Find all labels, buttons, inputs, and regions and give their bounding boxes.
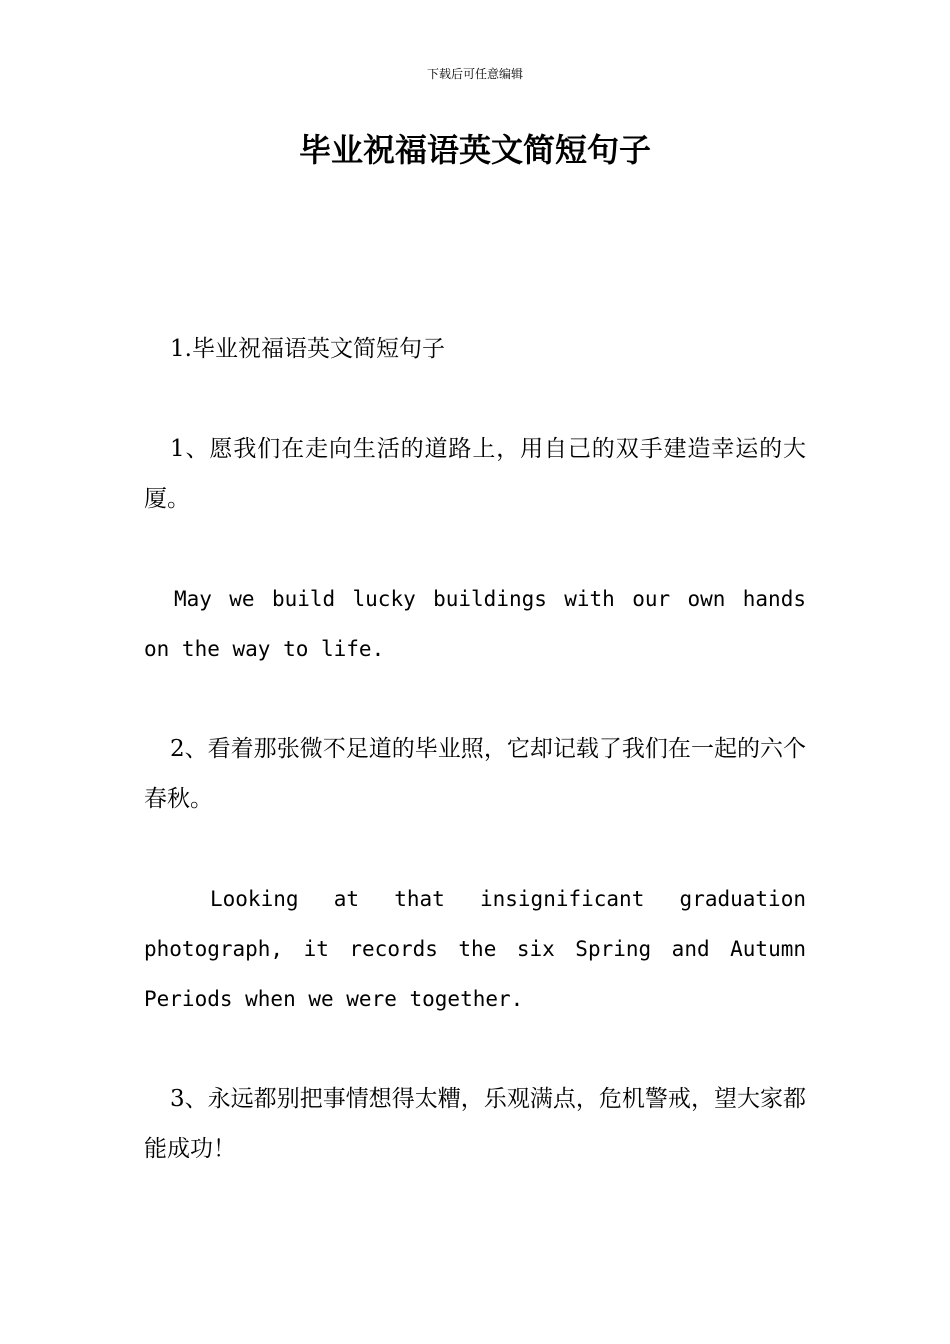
header-note: 下载后可任意编辑 bbox=[426, 67, 523, 81]
paragraph-en-2: Looking at that insignificant graduation photograph, it records the six Spring and Autumn Periods when we were together. bbox=[144, 887, 806, 1011]
paragraph-zh-3: 3、永远都别把事情想得太糟，乐观满点，危机警戒，望大家都能成功！ bbox=[144, 1086, 806, 1162]
document-body bbox=[144, 324, 806, 1224]
paragraph-zh-2: 2、看着那张微不足道的毕业照，它却记载了我们在一起的六个春秋。 bbox=[144, 736, 806, 812]
document-title: 毕业祝福语英文简短句子 bbox=[298, 131, 651, 169]
paragraph-en-1: May we build lucky buildings with our own hands on the way to life. bbox=[144, 587, 806, 661]
paragraph-zh-1: 1、愿我们在走向生活的道路上，用自己的双手建造幸运的大厦。 bbox=[144, 436, 806, 512]
section-heading: 1.毕业祝福语英文简短句子 bbox=[170, 336, 445, 362]
